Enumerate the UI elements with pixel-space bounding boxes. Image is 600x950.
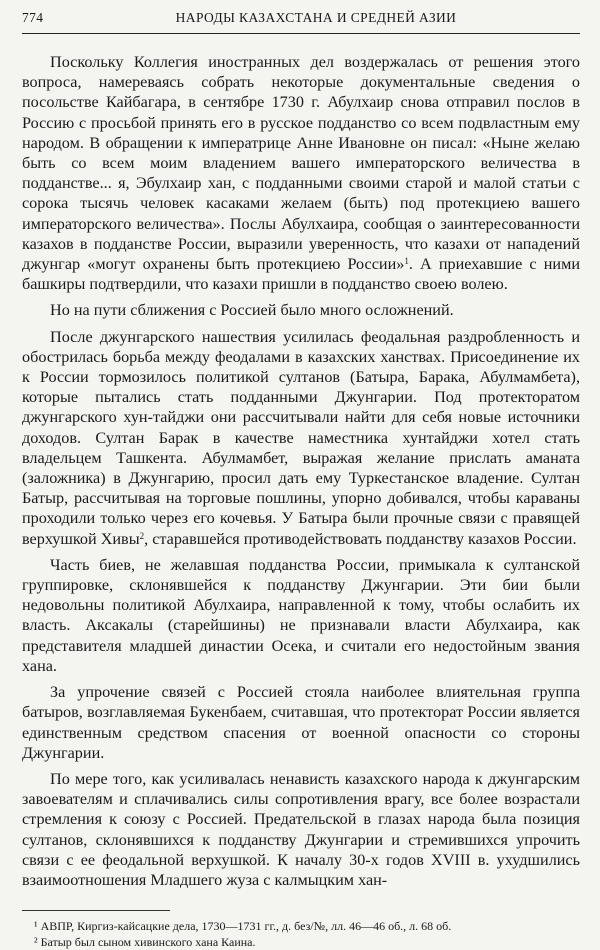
footnote-ref-1[interactable]: 1 bbox=[404, 256, 409, 267]
footnote-2: ² Батыр был сыном хивинского хана Каина. bbox=[34, 935, 256, 950]
paragraph-4: Часть биев, не желавшая подданства России, примыкала к султанской группировке, склонявшейся к подданству Джунгарии. Эти бии были недовольны политикой Абулхаира, направленной к тому, чтобы ослабить их власть. Аксакалы (старейшины) не признавали власти Абулхаира, как представителя младшей династии Осека, и считали его недостойным звания хана. bbox=[22, 555, 580, 675]
header-rule bbox=[22, 33, 580, 34]
book-page bbox=[22, 10, 580, 950]
paragraph-3 bbox=[22, 327, 580, 549]
paragraph-3-text-b: , старавшейся противодействовать подданству казахов России. bbox=[144, 529, 577, 548]
paragraph-1 bbox=[22, 52, 580, 294]
page-number: 774 bbox=[22, 10, 44, 25]
running-head bbox=[22, 10, 580, 32]
paragraph-3-text-a: После джунгарского нашествия усилилась феодальная раздробленность и обострилась борьба между феодалами в казахских ханствах. Присоединение их к России тормозилось политикой султанов (Батыра, Барака, Абулмамбета), которые пытались стать подданными Джунгарии. Под протекторатом джунгарского хун-тайджи они рассчитывали найти для себя новые источники доходов. Султан Барак в качестве наместника хунтайджи хотел стать владельцем Ташкента. Абулмамбет, выражая желание прислать аманата (заложника) в Джунгарию, просил дать ему Туркестанское владение. Султан Батыр, рассчитывая на торговые пошлины, упорно добивался, чтобы караваны проходили только через его кочевья. У Батыра были прочные связи с правящей верхушкой Хивы bbox=[22, 327, 580, 548]
paragraph-1-text-b: . А приехавшие с ними башкиры подтвердили, что казахи пришли в подданство своею волею. bbox=[22, 255, 580, 294]
running-title: НАРОДЫ КАЗАХСТАНА И СРЕДНЕЙ АЗИИ bbox=[175, 10, 457, 25]
paragraph-1-text-a: Поскольку Коллегия иностранных дел воздержалась от решения этого вопроса, намереваясь собрать некоторые документальные сведения о посольстве Кайбагара, в сентябре 1730 г. Абулхаир снова отправил послов в Россию с просьбой принять его в русское подданство со всем подвластным ему народом. В обращении к императрице Анне Ивановне он писал: «Ныне желаю быть со всем моим владением вашего императорского величества в подданстве... я, Эбулхаир хан, с подданными своими старой и малой статьи с сорока тысячь человек касаками желаем (быть) под протекциею вашего императорского величества». Послы Абулхаира, сообщая о заинтересованности казахов в подданстве России, выразили уверенность, что казахи от нападений джунгар «могут охранены быть протекциею России» bbox=[22, 53, 580, 274]
paragraph-5: За упрочение связей с Россией стояла наиболее влиятельная группа батыров, возглавляемая Букенбаем, считавшая, что протекторат России является единственным средством спасения от военной опасности со стороны Джунгарии. bbox=[22, 683, 580, 762]
footnote-rule bbox=[22, 910, 170, 911]
paragraph-6: По мере того, как усиливалась ненависть казахского народа к джунгарским завоевателям и сплачивались силы сопротивления врагу, все более возрастали стремления к союзу с Россией. Предательской в глазах народа была позиция султанов, склонявшихся к подданству Джунгарии и стремившихся упрочить связи с ее феодальной верхушкой. К началу 30-х годов XVIII в. ухудшились взаимоотношения Младшего жуза с калмыцким хан- bbox=[22, 769, 580, 889]
footnote-1: ¹ АВПР, Киргиз-кайсацкие дела, 1730—1731 гг., д. без/№, лл. 46—46 об., л. 68 об. bbox=[34, 919, 452, 934]
footnotes bbox=[22, 918, 580, 950]
footnote-ref-2[interactable]: 2 bbox=[139, 530, 145, 541]
body-text bbox=[22, 52, 580, 890]
paragraph-2: Но на пути сближения с Россией было много осложнений. bbox=[50, 301, 454, 320]
